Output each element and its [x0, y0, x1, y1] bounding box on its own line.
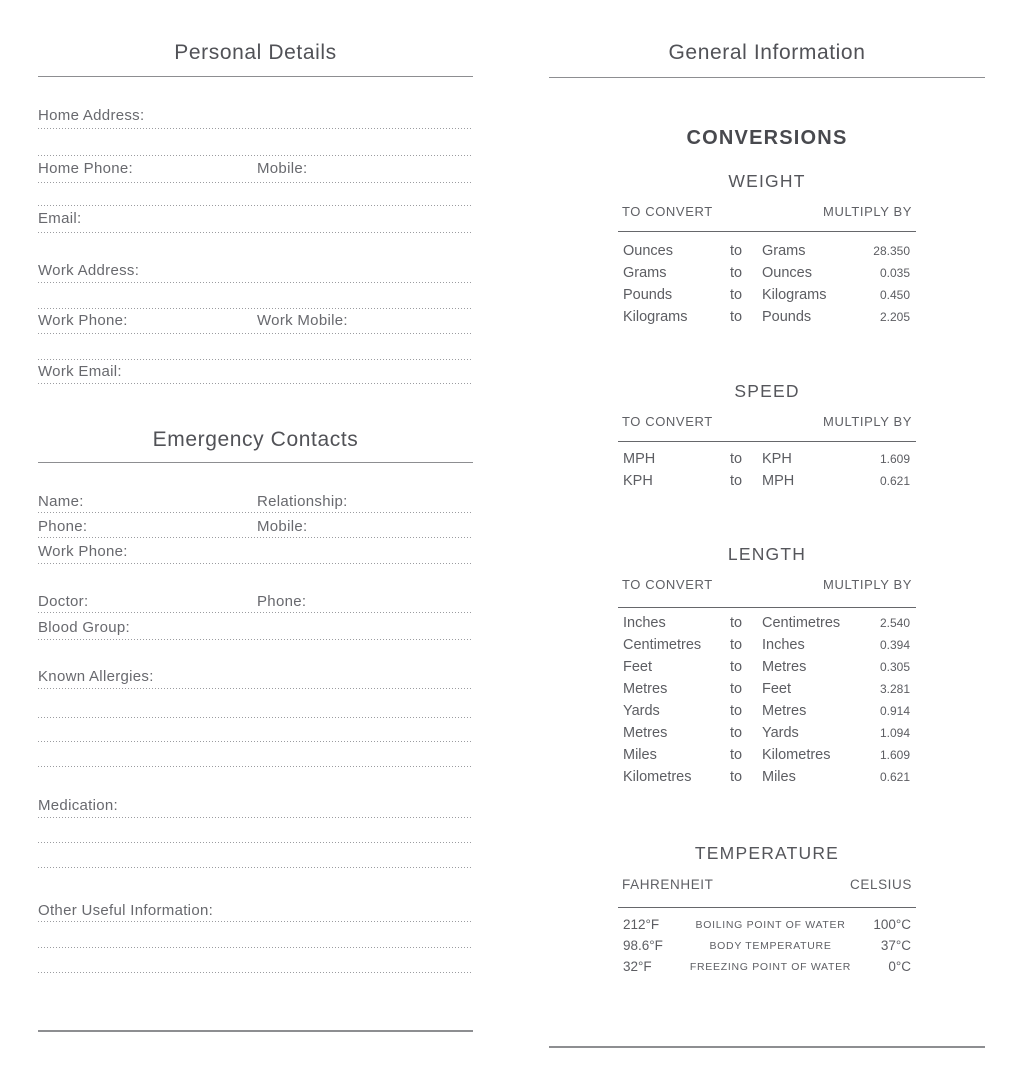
weight-title: WEIGHT: [728, 171, 806, 191]
to-word: to: [730, 473, 743, 489]
temperature-title: TEMPERATURE: [694, 843, 840, 863]
write-line: [38, 512, 473, 513]
relationship-label: Relationship:: [257, 493, 348, 510]
bottom-rule: [549, 1046, 985, 1048]
temperature-description: BODY TEMPERATURE: [709, 939, 832, 952]
work-address-label: Work Address:: [38, 262, 140, 279]
title-rule: [38, 462, 473, 463]
field-other-info: [38, 901, 473, 921]
multiply-by-header: MULTIPLY BY: [823, 414, 912, 429]
email-label: Email:: [38, 210, 82, 227]
write-line: [38, 537, 473, 538]
fahrenheit-value: 32°F: [623, 959, 652, 974]
convert-from: KPH: [623, 473, 653, 489]
temperature-description: FREEZING POINT OF WATER: [689, 960, 852, 973]
write-line: [38, 308, 473, 309]
conversion-row: [618, 306, 916, 328]
to-convert-header: TO CONVERT: [622, 414, 713, 429]
fahrenheit-value: 212°F: [623, 917, 660, 932]
temperature-row: [618, 914, 916, 935]
conversion-row: [618, 744, 916, 766]
fahrenheit-value: 98.6°F: [623, 938, 663, 953]
write-line: [38, 972, 473, 973]
to-word: to: [730, 659, 743, 675]
convert-to: Feet: [762, 681, 792, 697]
medication-label: Medication:: [38, 797, 119, 814]
conversion-row: [618, 284, 916, 306]
conversion-row: [618, 678, 916, 700]
write-line: [38, 639, 473, 640]
convert-from: Ounces: [623, 243, 673, 259]
field-home-phone-mobile: [38, 159, 473, 179]
field-work-phone: [38, 542, 473, 562]
to-word: to: [730, 451, 743, 467]
field-phone-mobile: [38, 517, 473, 537]
multiply-factor: 0.621: [879, 474, 910, 488]
field-blood-group: [38, 618, 473, 638]
multiply-factor: 1.609: [879, 748, 910, 762]
convert-to: Grams: [762, 243, 806, 259]
convert-from: MPH: [623, 451, 656, 467]
write-line: [38, 717, 473, 718]
convert-to: KPH: [762, 451, 792, 467]
write-line: [38, 232, 473, 233]
to-convert-header: TO CONVERT: [622, 204, 713, 219]
multiply-factor: 1.094: [879, 726, 910, 740]
convert-from: Metres: [623, 725, 668, 741]
write-line: [38, 128, 473, 129]
write-line: [38, 947, 473, 948]
conversion-row: [618, 700, 916, 722]
convert-to: Metres: [762, 659, 807, 675]
work-mobile-label: Work Mobile:: [257, 312, 348, 329]
known-allergies-label: Known Allergies:: [38, 668, 154, 685]
table-header: [618, 876, 916, 894]
write-line: [38, 282, 473, 283]
multiply-factor: 0.035: [879, 266, 910, 280]
conversions-heading: CONVERSIONS: [686, 127, 848, 149]
celsius-header: CELSIUS: [850, 877, 912, 892]
multiply-factor: 0.394: [879, 638, 910, 652]
write-line: [38, 842, 473, 843]
multiply-factor: 0.450: [879, 288, 910, 302]
celsius-value: 37°C: [880, 938, 911, 953]
to-word: to: [730, 681, 743, 697]
convert-to: Kilometres: [762, 747, 831, 763]
field-work-phone-mobile: [38, 311, 473, 331]
temperature-section: [618, 842, 916, 977]
field-work-email: [38, 362, 473, 382]
convert-to: Yards: [762, 725, 799, 741]
work-phone-label: Work Phone:: [38, 543, 128, 560]
conversion-row: [618, 448, 916, 470]
header-rule: [618, 607, 916, 608]
conversion-row: [618, 612, 916, 634]
header-rule: [618, 231, 916, 232]
multiply-factor: 0.305: [879, 660, 910, 674]
personal-details-column: [38, 0, 473, 1032]
celsius-value: 100°C: [873, 917, 911, 932]
home-phone-label: Home Phone:: [38, 160, 134, 177]
write-line: [38, 921, 473, 922]
length-section: [618, 543, 916, 788]
write-line: [38, 766, 473, 767]
other-info-label: Other Useful Information:: [38, 902, 214, 919]
mobile-label: Mobile:: [257, 518, 308, 535]
field-doctor-phone: [38, 592, 473, 612]
convert-to: Pounds: [762, 309, 812, 325]
conversion-row: [618, 240, 916, 262]
convert-from: Centimetres: [623, 637, 702, 653]
multiply-factor: 2.540: [879, 616, 910, 630]
length-title: LENGTH: [727, 544, 807, 564]
celsius-value: 0°C: [888, 959, 911, 974]
field-email: [38, 209, 473, 229]
to-word: to: [730, 243, 743, 259]
convert-from: Yards: [623, 703, 660, 719]
convert-to: Ounces: [762, 265, 812, 281]
multiply-by-header: MULTIPLY BY: [823, 577, 912, 592]
phone-label: Phone:: [38, 518, 88, 535]
home-address-label: Home Address:: [38, 107, 145, 124]
field-home-address: [38, 106, 473, 126]
multiply-factor: 0.621: [879, 770, 910, 784]
to-word: to: [730, 725, 743, 741]
general-information-column: [549, 0, 985, 1048]
convert-to: MPH: [762, 473, 795, 489]
field-work-address: [38, 261, 473, 281]
convert-from: Grams: [623, 265, 667, 281]
mobile-label: Mobile:: [257, 160, 308, 177]
write-line: [38, 155, 473, 156]
work-email-label: Work Email:: [38, 363, 122, 380]
general-information-title: General Information: [668, 41, 866, 64]
work-phone-label: Work Phone:: [38, 312, 128, 329]
convert-from: Miles: [623, 747, 657, 763]
conversion-row: [618, 766, 916, 788]
convert-from: Pounds: [623, 287, 673, 303]
title-rule: [549, 77, 985, 78]
header-rule: [618, 907, 916, 908]
write-line: [38, 688, 473, 689]
bottom-rule: [38, 1030, 473, 1032]
write-line: [38, 563, 473, 564]
convert-from: Kilograms: [623, 309, 688, 325]
write-line: [38, 612, 473, 613]
multiply-factor: 2.205: [879, 310, 910, 324]
convert-to: Inches: [762, 637, 805, 653]
multiply-factor: 3.281: [879, 682, 910, 696]
title-rule: [38, 76, 473, 77]
convert-from: Feet: [623, 659, 653, 675]
conversion-row: [618, 470, 916, 492]
convert-to: Miles: [762, 769, 796, 785]
table-header: [618, 414, 916, 430]
write-line: [38, 333, 473, 334]
table-header: [618, 577, 916, 593]
temperature-row: [618, 956, 916, 977]
speed-section: [618, 380, 916, 492]
temperature-description: BOILING POINT OF WATER: [695, 918, 846, 931]
conversion-row: [618, 722, 916, 744]
to-word: to: [730, 769, 743, 785]
header-rule: [618, 441, 916, 442]
blood-group-label: Blood Group:: [38, 619, 130, 636]
emergency-contacts-title: Emergency Contacts: [152, 428, 359, 451]
doctor-label: Doctor:: [38, 593, 89, 610]
convert-from: Metres: [623, 681, 668, 697]
personal-details-title: Personal Details: [174, 41, 337, 64]
convert-to: Centimetres: [762, 615, 841, 631]
doctor-phone-label: Phone:: [257, 593, 307, 610]
write-line: [38, 383, 473, 384]
convert-from: Kilometres: [623, 769, 692, 785]
to-word: to: [730, 287, 743, 303]
to-word: to: [730, 265, 743, 281]
field-name-relationship: [38, 492, 473, 512]
write-line: [38, 359, 473, 360]
convert-to: Kilograms: [762, 287, 827, 303]
speed-title: SPEED: [734, 381, 800, 401]
weight-section: [618, 170, 916, 328]
multiply-by-header: MULTIPLY BY: [823, 204, 912, 219]
table-header: [618, 204, 916, 220]
field-medication: [38, 796, 473, 816]
name-label: Name:: [38, 493, 84, 510]
convert-from: Inches: [623, 615, 666, 631]
multiply-factor: 0.914: [879, 704, 910, 718]
conversion-row: [618, 656, 916, 678]
write-line: [38, 817, 473, 818]
write-line: [38, 182, 473, 183]
multiply-factor: 1.609: [879, 452, 910, 466]
to-word: to: [730, 637, 743, 653]
write-line: [38, 741, 473, 742]
to-word: to: [730, 703, 743, 719]
to-word: to: [730, 747, 743, 763]
to-word: to: [730, 615, 743, 631]
to-word: to: [730, 309, 743, 325]
convert-to: Metres: [762, 703, 807, 719]
fahrenheit-header: FAHRENHEIT: [622, 877, 714, 892]
conversion-row: [618, 262, 916, 284]
write-line: [38, 867, 473, 868]
multiply-factor: 28.350: [873, 244, 910, 258]
temperature-row: [618, 935, 916, 956]
write-line: [38, 205, 473, 206]
to-convert-header: TO CONVERT: [622, 577, 713, 592]
conversion-row: [618, 634, 916, 656]
field-known-allergies: [38, 667, 473, 687]
